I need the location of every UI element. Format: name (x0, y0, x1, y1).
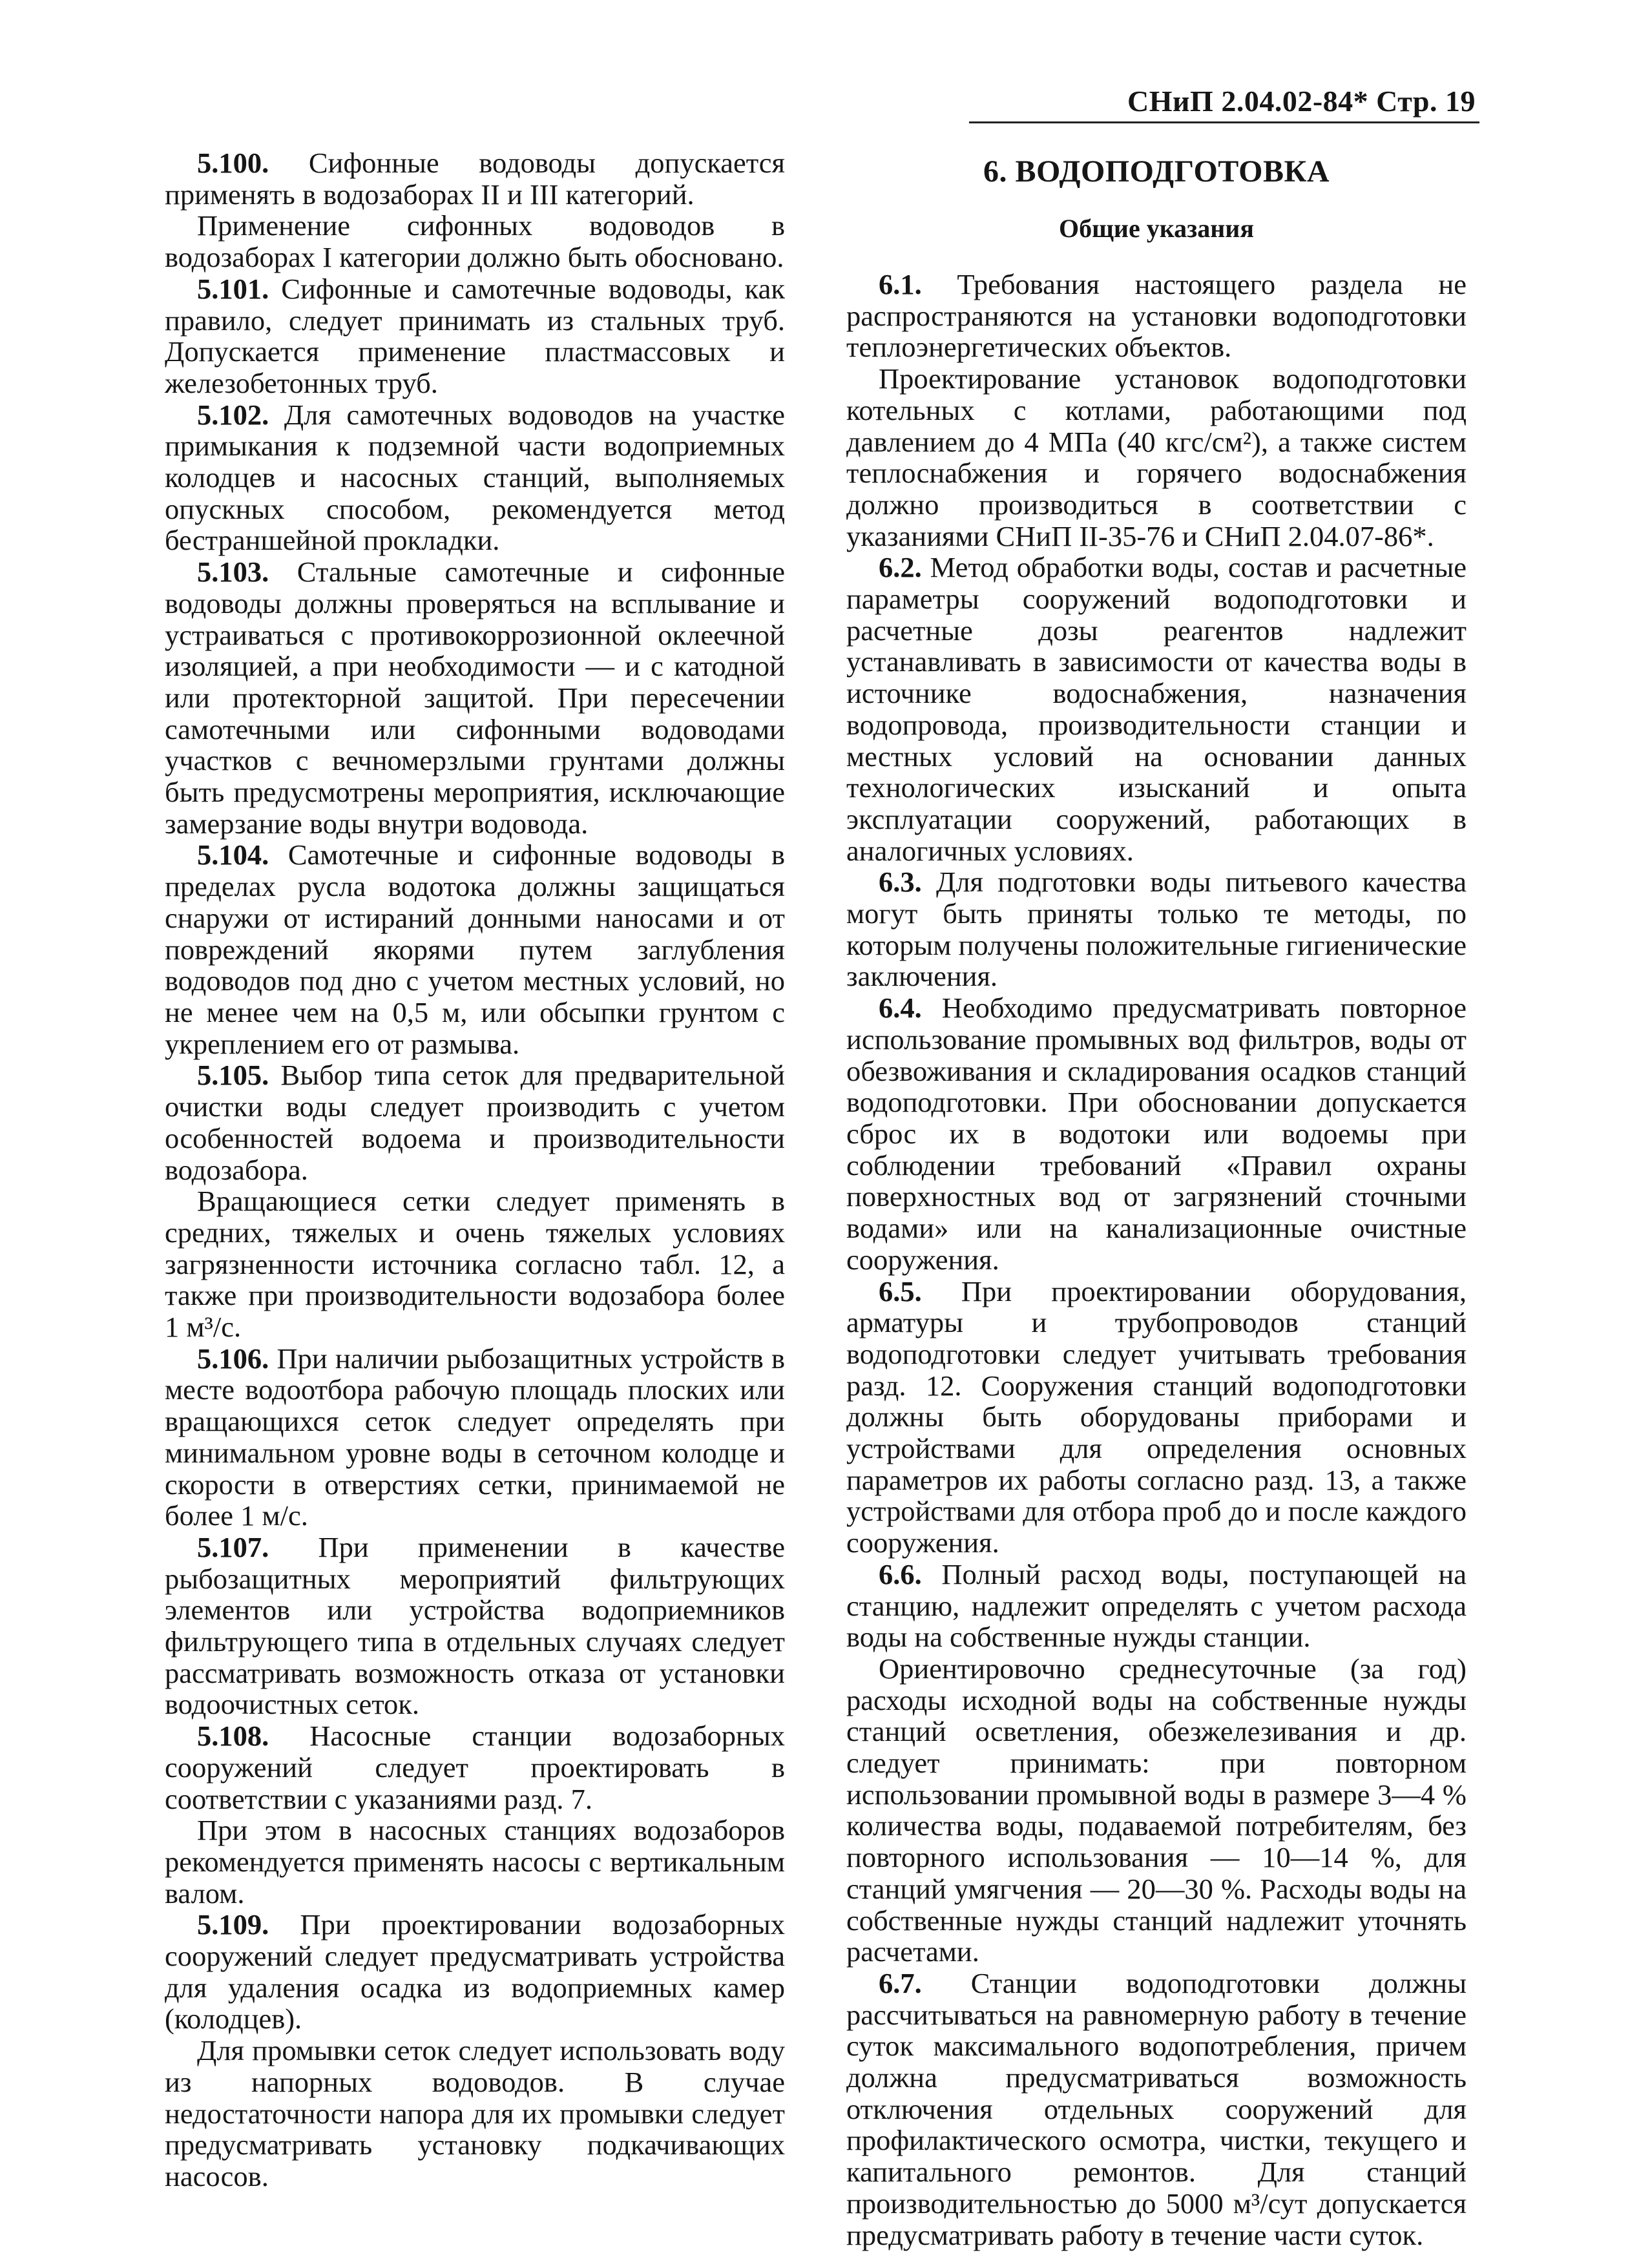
clause-number: 5.108. (197, 1720, 269, 1753)
paragraph-text: Насосные станции водозаборных сооружений следует проектировать в соответствии с указаниями разд. 7. (165, 1720, 786, 1815)
paragraph (165, 1720, 785, 1815)
paragraph-text: Проектирование установок водоподготовки котельных с котлами, работающими под давлением до 4 МПа (40 кгс/см²), а также систем теплоснабжения и горячего водоснабжения должно производиться в соответствии с указаниями СНиП II-35-76 и СНиП 2.04.07-86*. (846, 362, 1467, 552)
paragraph-text: Вращающиеся сетки следует применять в средних, тяжелых и очень тяжелых условиях загрязненности источника согласно табл. 12, а также при производительности водозабора более 1 м³/с. (165, 1185, 785, 1344)
paragraph-text: Для промывки сеток следует использовать воду из напорных водоводов. В случае недостаточности напора для их промывки следует предусматривать установку подкачивающих насосов. (165, 2034, 785, 2192)
paragraph-text: При применении в качестве рыбозащитных мероприятий фильтрующих элементов или устройства водоприемников фильтрующего типа в отдельных случаях следует рассматривать возможность отказа от установки водоочистных сеток. (165, 1530, 785, 1721)
paragraph-text: Применение сифонных водоводов в водозаборах I категории должно быть обосновано. (165, 209, 785, 274)
paragraph (846, 1653, 1467, 1968)
paragraph (165, 1532, 785, 1720)
header-rule (969, 121, 1479, 123)
paragraph (846, 269, 1467, 363)
clause-number: 6.7. (879, 1966, 922, 1999)
paragraph (846, 1276, 1467, 1559)
paragraph-text: Требования настоящего раздела не распространяются на установки водоподготовки теплоэнергетических объектов. (846, 268, 1467, 364)
subsection-title: Общие указания (1059, 214, 1254, 243)
paragraph-text: Выбор типа сеток для предварительной очистки воды следует производить с учетом особенностей водоема и производительности водозабора. (165, 1059, 785, 1186)
clause-number: 5.100. (197, 147, 269, 179)
clause-number: 6.5. (879, 1274, 922, 1307)
paragraph-text: Для самотечных водоводов на участке примыкания к подземной части водоприемных колодцев и насосных станций, выполняемых опускных способом, рекомендуется метод бестраншейной прокладки. (165, 398, 786, 557)
paragraph (165, 210, 785, 273)
paragraph (165, 273, 785, 399)
paragraph (165, 147, 785, 210)
paragraph (165, 1185, 785, 1343)
clause-number: 5.106. (197, 1342, 269, 1375)
paragraph-text: При этом в насосных станциях водозаборов рекомендуется применять насосы с вертикальным валом. (165, 1814, 785, 1909)
paragraph (165, 1059, 785, 1185)
paragraph (846, 363, 1467, 552)
paragraph-text: Сифонные водоводы допускается применять в водозаборах II и III категорий. (165, 147, 785, 211)
paragraph-text: Сифонные и самотечные водоводы, как правило, следует принимать из стальных труб. Допускается применение пластмассовых и железобетонных труб. (165, 272, 786, 399)
paragraph-text: При проектировании оборудования, арматуры и трубопроводов станций водоподготовки следует учитывать требования разд. 12. Сооружения станций водоподготовки должны быть оборудованы приборами и устройствами для определения основных параметров их работы согласно разд. 13, а также устройствами для отбора проб до и после каждого сооружения. (846, 1274, 1467, 1559)
paragraph-text: Полный расход воды, поступающей на станцию, надлежит определять с учетом расхода воды на собственные нужды станции. (846, 1557, 1467, 1654)
paragraph (165, 1815, 785, 1909)
section-title: 6. ВОДОПОДГОТОВКА (983, 154, 1330, 189)
running-header: СНиП 2.04.02-84* Стр. 19 (1127, 85, 1476, 118)
paragraph-text: Стальные самотечные и сифонные водоводы должны проверяться на всплывание и устраиваться с противокоррозионной оклеечной изоляцией, а при необходимости — и с катодной или протекторной защитой. При пересечении самотечными или сифонными водоводами участков с вечномерзлыми грунтами должны быть предусмотрены мероприятия, исключающие замерзание воды внутри водовода. (165, 556, 785, 840)
paragraph (165, 399, 785, 557)
clause-number: 6.6. (879, 1557, 922, 1590)
paragraph-text: Самотечные и сифонные водоводы в пределах русла водотока должны защищаться снаружи от истираний донными наносами и от повреждений якорями путем заглубления водоводов под дно с учетом местных условий, но не менее чем на 0,5 м, или обсыпки грунтом с укреплением его от размыва. (165, 838, 785, 1060)
paragraph-text: При проектировании водозаборных сооружений следует предусматривать устройства для удаления осадка из водоприемных камер (колодцев). (165, 1908, 785, 2035)
paragraph (165, 2035, 785, 2192)
clause-number: 5.107. (197, 1530, 269, 1563)
paragraph (165, 839, 785, 1059)
paragraph (846, 552, 1467, 866)
left-column (165, 147, 785, 2192)
clause-number: 6.3. (879, 866, 922, 899)
clause-number: 5.103. (197, 556, 269, 588)
right-paragraphs (846, 269, 1467, 2251)
clause-number: 6.1. (879, 268, 922, 300)
paragraph (846, 866, 1467, 992)
clause-number: 6.4. (879, 992, 922, 1025)
paragraph-text: Ориентировочно среднесуточные (за год) расходы исходной воды на собственные нужды станций осветления, обезжелезивания и др. следует принимать: при повторном использовании промывной воды в размере 3—4 % количества воды, подаваемой потребителям, без повторного использования — 10—14 %, для станций умягчения — 20—30 %. Расходы воды на собственные нужды станций надлежит уточнять расчетами. (846, 1652, 1467, 1968)
paragraph-text: Станции водоподготовки должны рассчитываться на равномерную работу в течение суток максимального водопотребления, причем должна предусматриваться возможность отключения отдельных сооружений для профилактического осмотра, чистки, текущего и капитального ремонтов. Для станций производительностью до 5000 м³/сут допускается предусматривать работу в течение части суток. (846, 1966, 1467, 2251)
clause-number: 5.104. (197, 838, 269, 871)
right-column (846, 147, 1467, 2251)
paragraph-text: Метод обработки воды, состав и расчетные параметры сооружений водоподготовки и расчетные дозы реагентов надлежит устанавливать в зависимости от качества воды в источнике водоснабжения, назначения водопровода, производительности станции и местных условий на основании данных технологических изысканий и опыта эксплуатации сооружений, работающих в аналогичных условиях. (846, 551, 1467, 867)
clause-number: 5.109. (197, 1908, 269, 1941)
paragraph (165, 556, 785, 839)
clause-number: 6.2. (879, 551, 922, 584)
paragraph-text: Необходимо предусматривать повторное использование промывных вод фильтров, воды от обезвоживания и складирования осадков станций водоподготовки. При обосновании допускается сброс их в водотоки или водоемы при соблюдении требований «Правил охраны поверхностных вод от загрязнений сточными водами» или на канализационные очистные сооружения. (846, 992, 1467, 1276)
paragraph (846, 1968, 1467, 2251)
paragraph (165, 1909, 785, 2035)
paragraph-text: Для подготовки воды питьевого качества могут быть приняты только те методы, по которым получены положительные гигиенические заключения. (846, 866, 1467, 993)
paragraph (846, 1559, 1467, 1653)
clause-number: 5.102. (197, 398, 269, 431)
clause-number: 5.101. (197, 272, 269, 305)
paragraph (165, 1343, 785, 1532)
paragraph-text: При наличии рыбозащитных устройств в месте водоотбора рабочую площадь плоских или вращающихся сеток следует определять при минимальном уровне воды в сеточном колодце и скорости в отверстиях сетки, принимаемой не более 1 м/с. (165, 1342, 785, 1532)
clause-number: 5.105. (197, 1059, 269, 1092)
paragraph (846, 992, 1467, 1275)
